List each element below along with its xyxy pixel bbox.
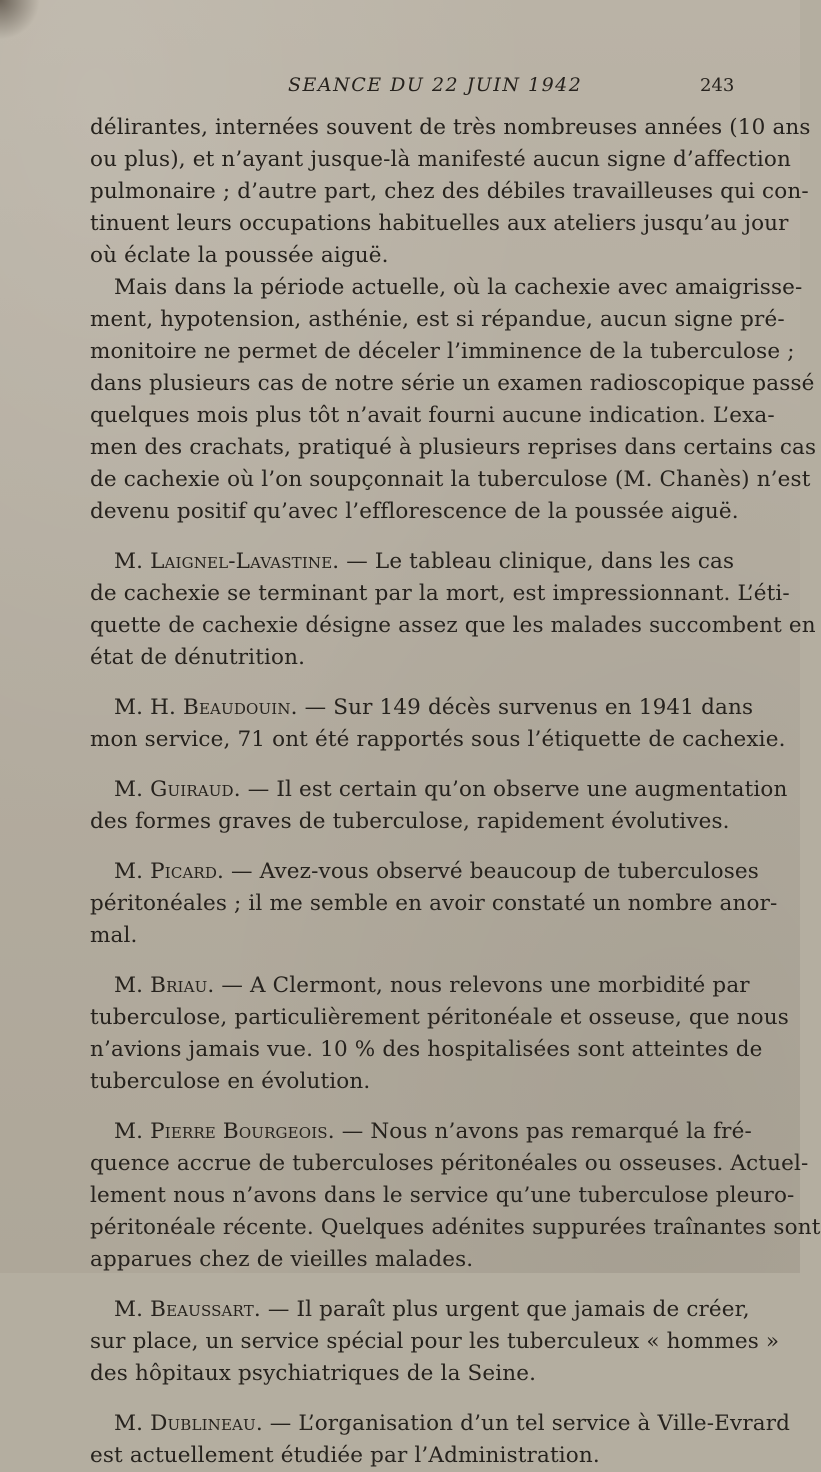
speaker-name: M. Briau.	[114, 973, 215, 998]
text-line: tuberculose, particulièrement péritonéale et osseuse, que nous	[90, 1005, 789, 1030]
text-line: mon service, 71 ont été rapportés sous l’étiquette de cachexie.	[90, 727, 786, 752]
text-line: quette de cachexie désigne assez que les malades succombent en	[90, 613, 816, 638]
text-line: ment, hypotension, asthénie, est si répandue, aucun signe pré-	[90, 307, 785, 332]
text-line	[90, 774, 788, 806]
text-line: pulmonaire ; d’autre part, chez des débiles travailleuses qui con-	[90, 179, 809, 204]
text-line: mal.	[90, 923, 138, 948]
text-line: de cachexie se terminant par la mort, est impressionnant. L’éti-	[90, 581, 790, 606]
line-text: — Il est certain qu’on observe une augmentation	[247, 777, 788, 802]
text-line	[90, 1116, 752, 1148]
text-line: dans plusieurs cas de notre série un examen radioscopique passé	[90, 371, 815, 396]
text-line: des hôpitaux psychiatriques de la Seine.	[90, 1361, 537, 1386]
text-line: sur place, un service spécial pour les tuberculeux « hommes »	[90, 1329, 780, 1354]
speaker-name: M. Pierre Bourgeois.	[114, 1119, 335, 1144]
text-line: ou plus), et n’ayant jusque-là manifesté aucun signe d’affection	[90, 147, 792, 172]
speaker-name: M. H. Beaudouin.	[114, 695, 298, 720]
text-line: péritonéales ; il me semble en avoir constaté un nombre anor-	[90, 891, 778, 916]
text-line	[90, 1408, 791, 1440]
discussion-paragraph	[90, 1116, 821, 1276]
speaker-name: M. Laignel-Lavastine.	[114, 549, 340, 574]
text-line: délirantes, internées souvent de très nombreuses années (10 ans	[90, 115, 811, 140]
discussion-paragraph	[90, 970, 789, 1098]
text-line: de cachexie où l’on soupçonnait la tuberculose (M. Chanès) n’est	[90, 467, 811, 492]
text-line: apparues chez de vieilles malades.	[90, 1247, 474, 1272]
discussion-paragraph	[90, 1408, 791, 1472]
text-line	[90, 692, 754, 724]
discussion-paragraph	[90, 1294, 780, 1390]
text-body	[90, 112, 821, 1472]
text-line	[90, 970, 750, 1002]
discussion-paragraph	[90, 774, 788, 838]
line-text: — Le tableau clinique, dans les cas	[346, 549, 735, 574]
text-line: devenu positif qu’avec l’efflorescence de la poussée aiguë.	[90, 499, 739, 524]
text-line: des formes graves de tuberculose, rapidement évolutives.	[90, 809, 730, 834]
line-text: — Sur 149 décès survenus en 1941 dans	[304, 695, 754, 720]
line-text: — A Clermont, nous relevons une morbidité par	[221, 973, 750, 998]
text-line: est actuellement étudiée par l’Administration.	[90, 1443, 600, 1468]
line-text: — Il paraît plus urgent que jamais de créer,	[267, 1297, 750, 1322]
text-line: tinuent leurs occupations habituelles aux ateliers jusqu’au jour	[90, 211, 789, 236]
page-corner-shadow	[0, 0, 40, 40]
paragraph-continuation	[90, 112, 811, 272]
text-line: monitoire ne permet de déceler l’imminence de la tuberculose ;	[90, 339, 795, 364]
text-line: n’avions jamais vue. 10 % des hospitalisées sont atteintes de	[90, 1037, 763, 1062]
text-line	[90, 856, 759, 888]
discussion-paragraph	[90, 692, 786, 756]
discussion-paragraph	[90, 546, 816, 674]
line-text: — L’organisation d’un tel service à Ville-Evrard	[269, 1411, 791, 1436]
text-line	[90, 1294, 750, 1326]
line-text: — Avez-vous observé beaucoup de tuberculoses	[231, 859, 759, 884]
text-line: lement nous n’avons dans le service qu’une tuberculose pleuro-	[90, 1183, 795, 1208]
speaker-name: M. Guiraud.	[114, 777, 241, 802]
text-line: Mais dans la période actuelle, où la cachexie avec amaigrisse-	[114, 275, 803, 300]
text-line: état de dénutrition.	[90, 645, 306, 670]
text-line: tuberculose en évolution.	[90, 1069, 371, 1094]
text-line	[90, 546, 735, 578]
text-line: péritonéale récente. Quelques adénites suppurées traînantes sont	[90, 1215, 821, 1240]
line-text: — Nous n’avons pas remarqué la fré-	[341, 1119, 752, 1144]
page-number: 243	[700, 75, 735, 96]
paragraph	[90, 272, 817, 528]
text-line: où éclate la poussée aiguë.	[90, 243, 389, 268]
speaker-name: M. Picard.	[114, 859, 225, 884]
text-line: quence accrue de tuberculoses péritonéales ou osseuses. Actuel-	[90, 1151, 809, 1176]
text-line: quelques mois plus tôt n’avait fourni aucune indication. L’exa-	[90, 403, 775, 428]
text-line: men des crachats, pratiqué à plusieurs reprises dans certains cas	[90, 435, 817, 460]
running-header	[0, 74, 800, 100]
running-title: SEANCE DU 22 JUIN 1942	[288, 74, 583, 96]
speaker-name: M. Beaussart.	[114, 1297, 261, 1322]
discussion-paragraph	[90, 856, 778, 952]
speaker-name: M. Dublineau.	[114, 1411, 263, 1436]
